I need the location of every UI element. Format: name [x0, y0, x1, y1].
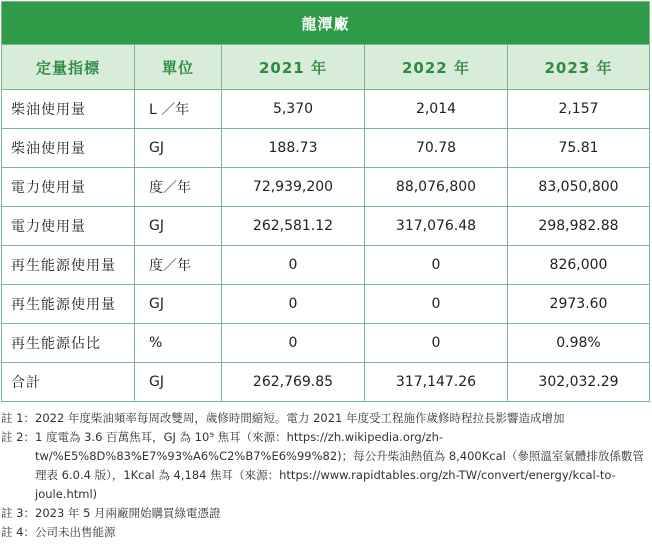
value-2023: 0.98% [508, 324, 650, 363]
value-2022: 317,076.48 [365, 207, 508, 246]
header-unit: 單位 [135, 45, 222, 90]
table-row [2, 168, 650, 207]
footnote-text: 1 度電為 3.6 百萬焦耳，GJ 為 10⁹ 焦耳（來源：https://zh.wikipedia.org/zh-tw/%E5%8D%83%E7%93%A6%C2%B7%E6%99%82)；每公升柴油熱值為 8,400Kcal（參照溫室氣體排放係數管理表 6.0.4 版），1Kcal 為 4,184 焦耳（來源：https://www.rapidtables.org/zh-TW/convert/energy/kcal-to-joule.html) [35, 430, 644, 501]
row-indicator: 電力使用量 [2, 207, 135, 246]
row-indicator: 再生能源使用量 [2, 246, 135, 285]
header-2022: 2022 年 [365, 45, 508, 90]
table-title-row [2, 2, 650, 45]
footnotes [1, 409, 651, 542]
value-2023: 826,000 [508, 246, 650, 285]
footnote-text: 2023 年 5 月兩廠開始購買綠電憑證 [35, 506, 221, 520]
row-unit: GJ [135, 129, 222, 168]
energy-usage-table [1, 1, 650, 402]
energy-table-section [1, 1, 651, 542]
footnote [1, 409, 651, 428]
footnote-label: 註 4： [1, 525, 35, 539]
value-2022: 88,076,800 [365, 168, 508, 207]
footnote-label: 註 3： [1, 506, 35, 520]
value-2022: 0 [365, 285, 508, 324]
value-2023: 2,157 [508, 90, 650, 129]
footnote-text: 2022 年度柴油頻率每周改雙周，歲修時間縮短。電力 2021 年度受工程施作歲修時程拉長影響造成增加 [35, 411, 565, 425]
value-2021: 0 [222, 324, 365, 363]
row-unit: 度／年 [135, 168, 222, 207]
footnote [1, 504, 651, 523]
table-row [2, 324, 650, 363]
row-unit: GJ [135, 207, 222, 246]
footnote-label: 註 1： [1, 411, 35, 425]
value-2022: 0 [365, 324, 508, 363]
value-2023: 2973.60 [508, 285, 650, 324]
table-row [2, 129, 650, 168]
footnote-text: 公司未出售能源 [35, 525, 116, 539]
footnote [1, 523, 651, 542]
header-indicator: 定量指標 [2, 45, 135, 90]
row-unit: L ／年 [135, 90, 222, 129]
header-2023: 2023 年 [508, 45, 650, 90]
value-2021: 0 [222, 285, 365, 324]
value-2021: 262,769.85 [222, 363, 365, 402]
row-indicator: 再生能源佔比 [2, 324, 135, 363]
row-unit: 度／年 [135, 246, 222, 285]
value-2021: 72,939,200 [222, 168, 365, 207]
footnote [1, 428, 651, 504]
value-2022: 317,147.26 [365, 363, 508, 402]
table-row [2, 90, 650, 129]
table-row [2, 207, 650, 246]
table-title: 龍潭廠 [2, 2, 650, 45]
row-unit: % [135, 324, 222, 363]
header-2021: 2021 年 [222, 45, 365, 90]
row-unit: GJ [135, 285, 222, 324]
row-indicator: 柴油使用量 [2, 90, 135, 129]
row-unit: GJ [135, 363, 222, 402]
value-2021: 188.73 [222, 129, 365, 168]
value-2023: 83,050,800 [508, 168, 650, 207]
row-indicator: 柴油使用量 [2, 129, 135, 168]
table-row [2, 285, 650, 324]
value-2022: 2,014 [365, 90, 508, 129]
value-2023: 75.81 [508, 129, 650, 168]
row-indicator: 電力使用量 [2, 168, 135, 207]
value-2022: 70.78 [365, 129, 508, 168]
value-2023: 302,032.29 [508, 363, 650, 402]
table-row [2, 246, 650, 285]
table-header-row [2, 45, 650, 90]
row-indicator: 再生能源使用量 [2, 285, 135, 324]
value-2021: 5,370 [222, 90, 365, 129]
row-indicator: 合計 [2, 363, 135, 402]
value-2022: 0 [365, 246, 508, 285]
value-2021: 262,581.12 [222, 207, 365, 246]
value-2023: 298,982.88 [508, 207, 650, 246]
table-row-total [2, 363, 650, 402]
footnote-label: 註 2： [1, 430, 35, 444]
value-2021: 0 [222, 246, 365, 285]
